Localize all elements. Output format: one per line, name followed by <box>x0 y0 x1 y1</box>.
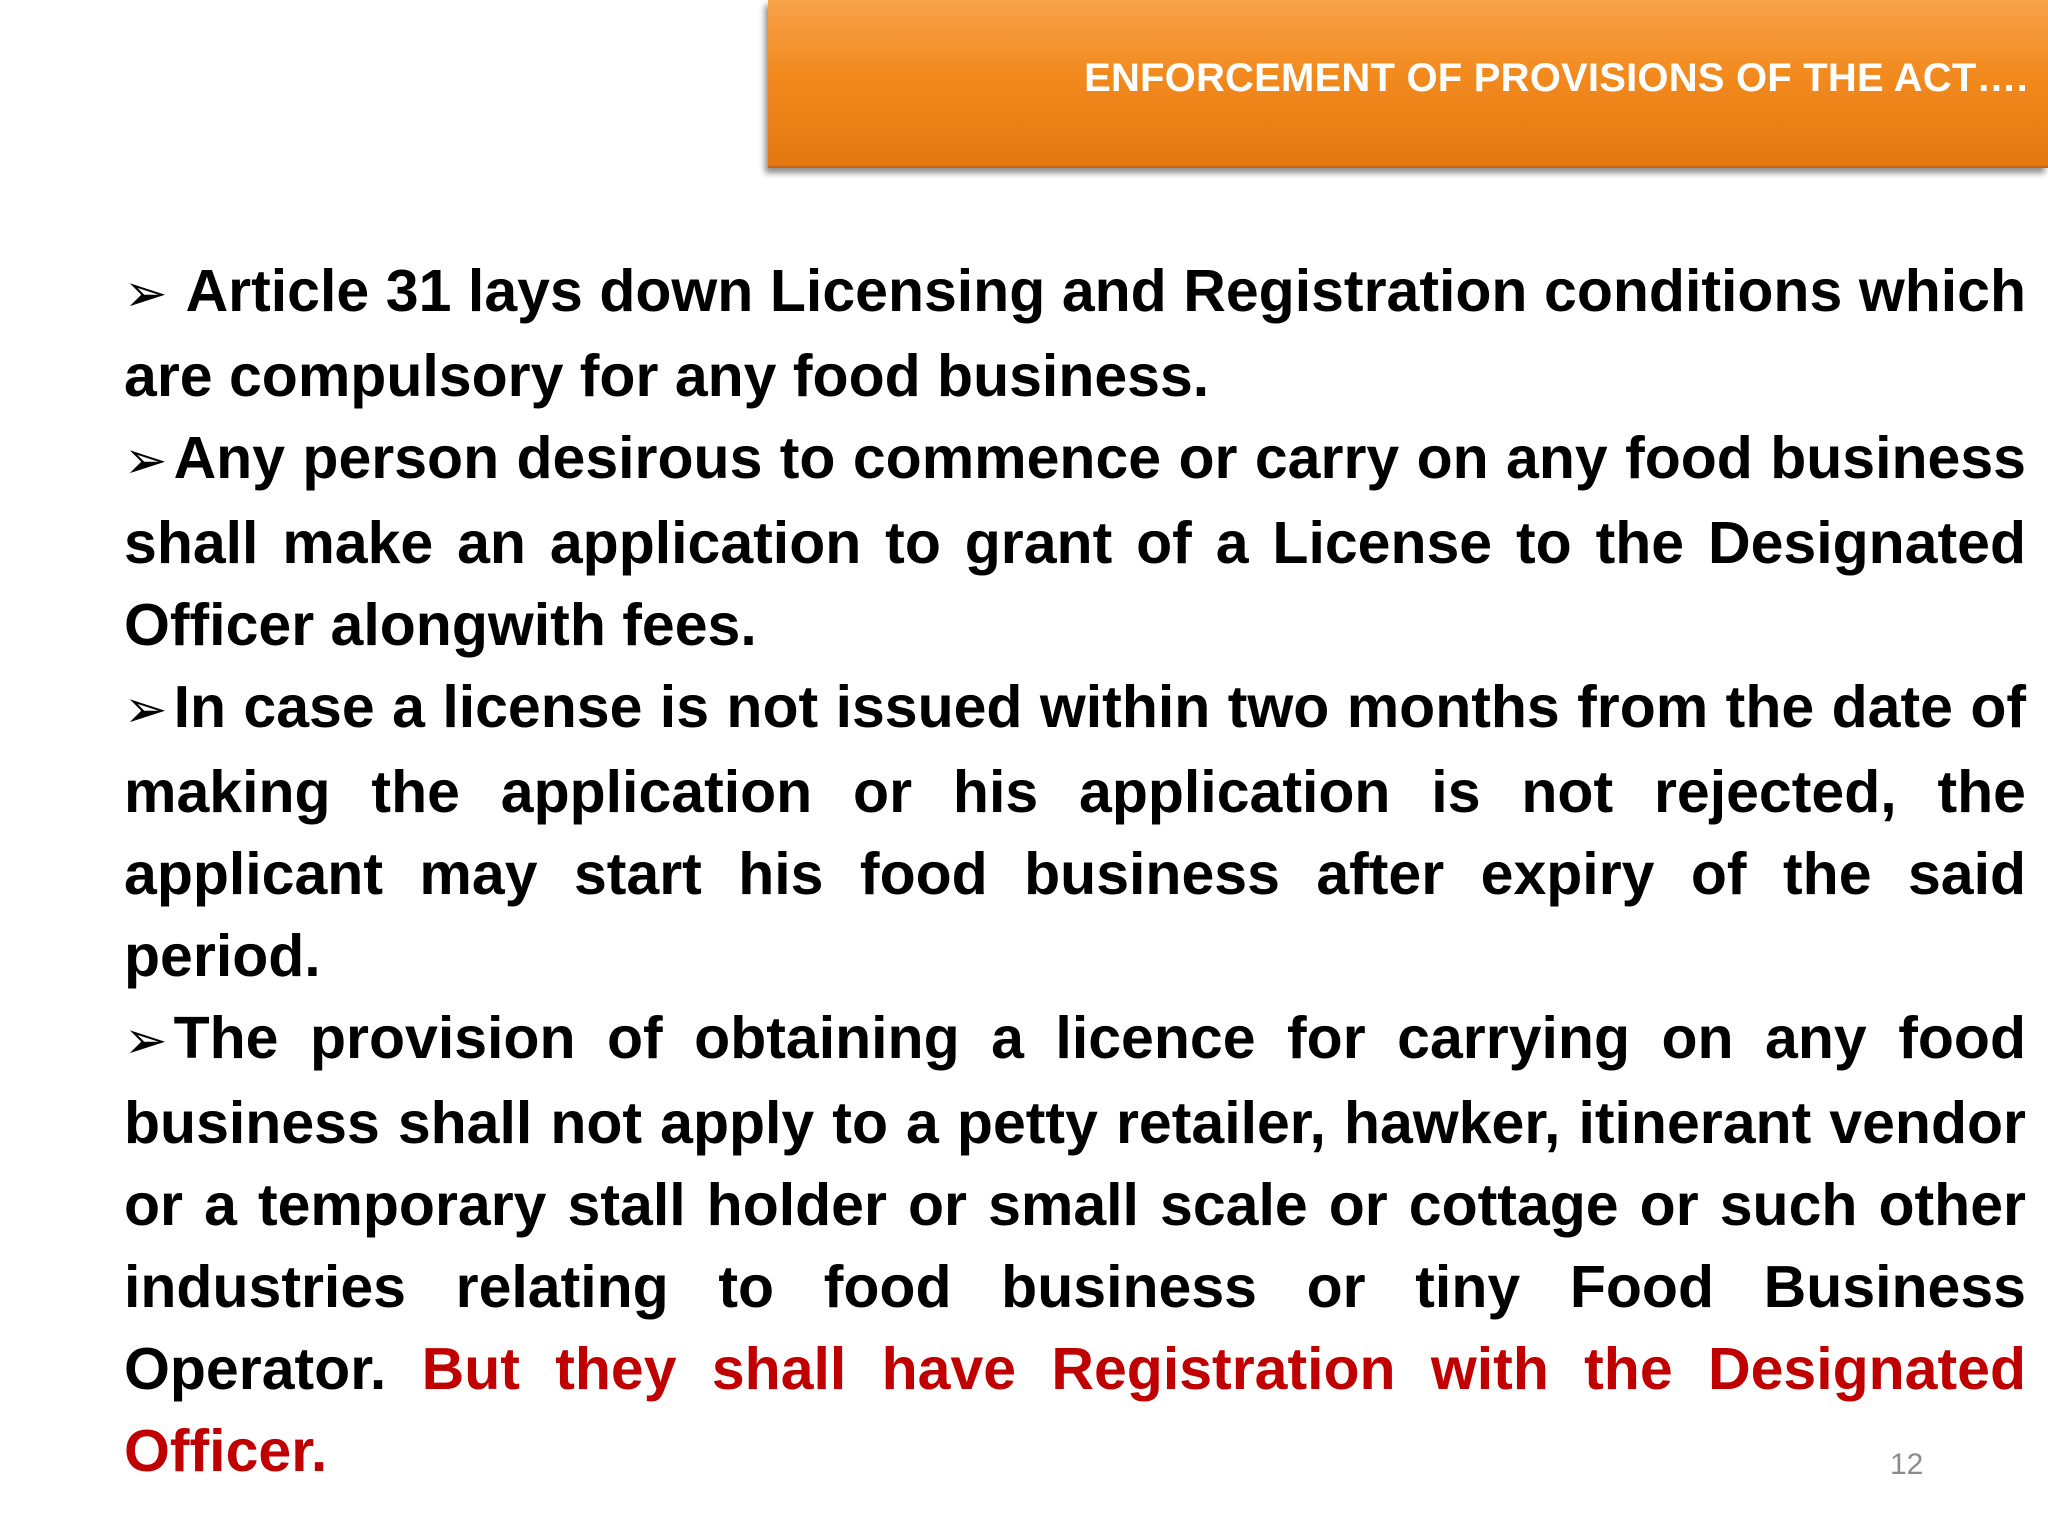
slide-title: ENFORCEMENT OF PROVISIONS OF THE ACT…. <box>1084 56 2028 100</box>
arrow-bullet-icon: ➢ <box>124 1011 168 1071</box>
arrow-bullet-icon: ➢ <box>124 431 168 491</box>
bullet-item <box>124 250 2026 417</box>
arrow-bullet-icon: ➢ <box>124 680 168 740</box>
highlighted-text: But they shall have Registration with the Designated Officer. <box>124 1336 2026 1484</box>
bullet-text: Any person desirous to commence or carry on any food business shall make an application to grant of a License to the Designated Officer alongwith fees. <box>124 425 2026 658</box>
bullet-item <box>124 997 2026 1492</box>
bullet-text: In case a license is not issued within two months from the date of making the application or his application is not rejected, the applicant may start his food business after expiry of the said period. <box>124 674 2026 989</box>
title-banner <box>768 0 2048 168</box>
bullet-text: Article 31 lays down Licensing and Registration conditions which are compulsory for any food business. <box>124 258 2026 409</box>
page-number: 12 <box>1890 1448 1924 1481</box>
arrow-bullet-icon: ➢ <box>124 264 168 324</box>
bullet-item <box>124 666 2026 997</box>
slide-body <box>124 250 2026 1492</box>
bullet-item <box>124 417 2026 666</box>
bullet-text: The provision of obtaining a licence for carrying on any food business shall not apply to a petty retailer, hawker, itinerant vendor or a temporary stall holder or small scale or cottage or such other industries relating to food business or tiny Food Business Operator. <box>124 1005 2026 1402</box>
